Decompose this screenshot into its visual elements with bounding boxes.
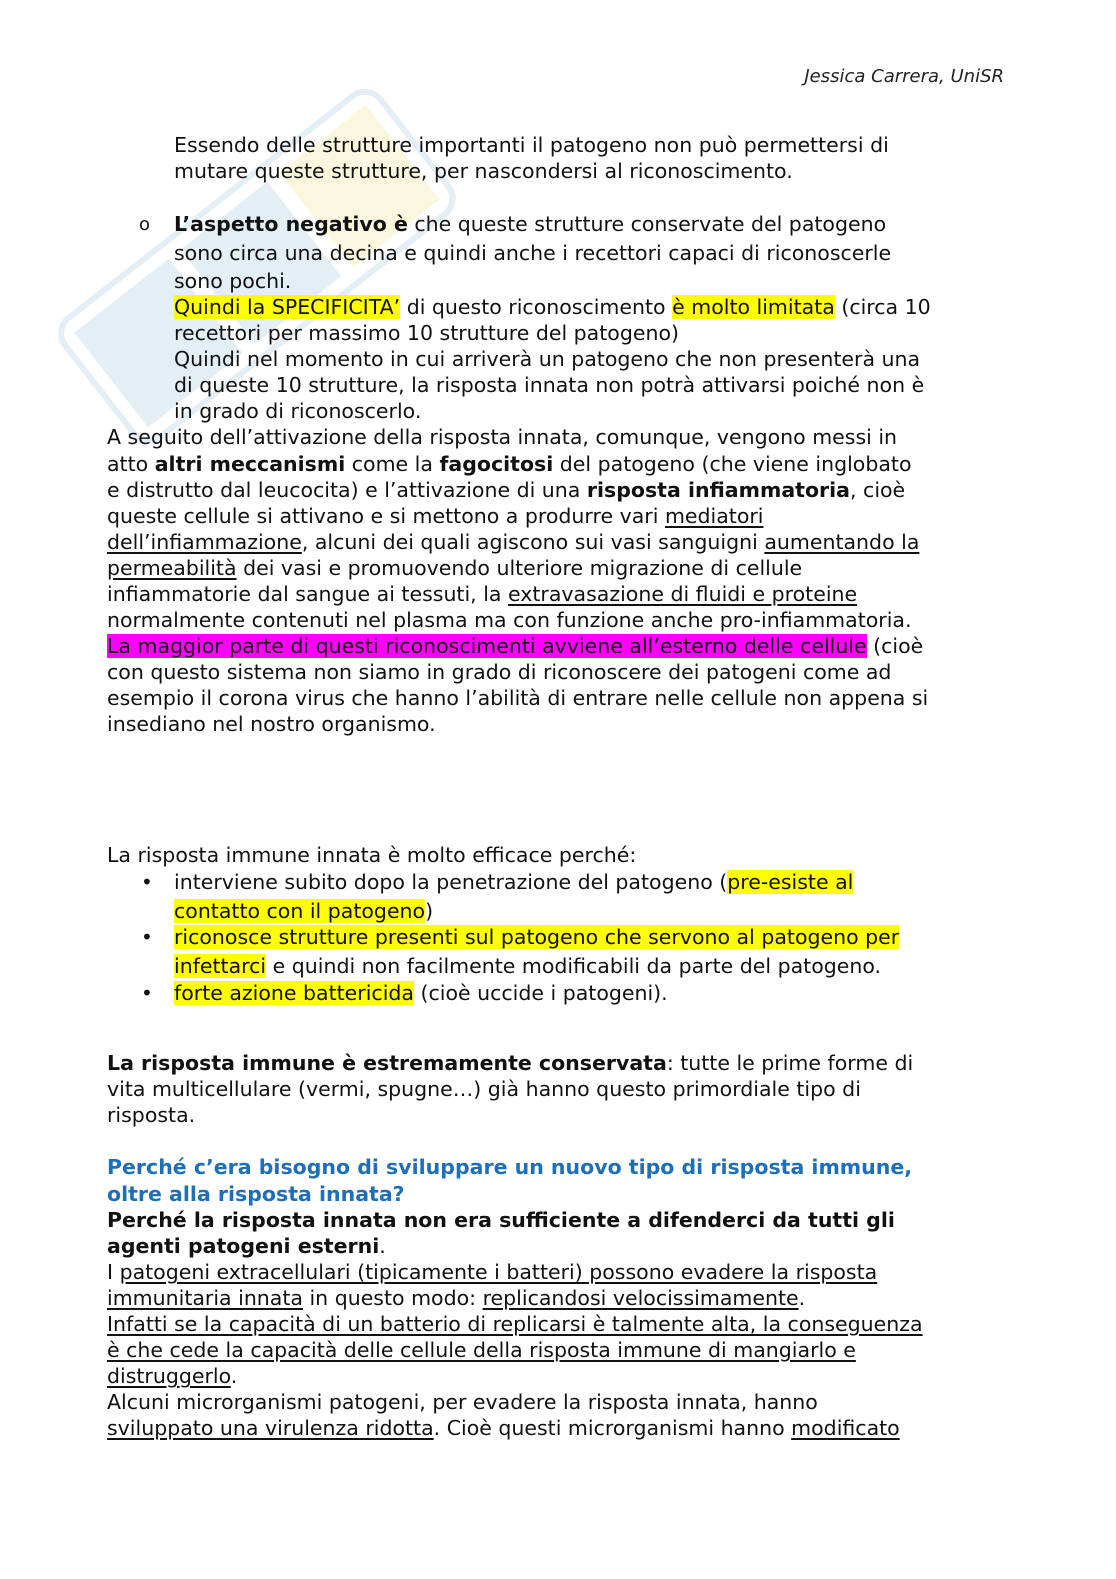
paragraph-line: sono pochi. — [174, 269, 292, 293]
bold-text: La risposta immune è estremamente conservata — [107, 1051, 667, 1075]
paragraph-line: mutare queste strutture, per nascondersi al riconoscimento. — [174, 159, 793, 183]
paragraph-line — [107, 633, 1012, 659]
list-item — [174, 924, 1012, 950]
paragraph-line — [107, 529, 1012, 555]
list-item — [174, 980, 1012, 1006]
highlight-magenta: La maggior parte di questi riconoscimenti avviene all’esterno delle cellule — [107, 634, 867, 658]
paragraph-line: Quindi nel momento in cui arriverà un patogeno che non presenterà una — [174, 347, 921, 371]
paragraph-line: Essendo delle strutture importanti il patogeno non può permettersi di — [174, 133, 889, 157]
text-run: in questo modo: — [302, 1286, 483, 1310]
paragraph-line: sono circa una decina e quindi anche i recettori capaci di riconoscerle — [174, 241, 892, 265]
paragraph-line — [107, 1259, 1012, 1285]
bold-text: L’aspetto negativo è — [174, 212, 408, 236]
text-run: come la — [345, 452, 440, 476]
text-run: ) — [425, 899, 434, 923]
question-heading: Perché c’era bisogno di sviluppare un nuovo tipo di risposta immune, — [107, 1155, 913, 1179]
highlight-yellow: è molto limitata — [672, 295, 835, 319]
text-run: , alcuni dei quali agiscono sui vasi sanguigni — [301, 530, 765, 554]
bold-text: altri meccanismi — [154, 452, 346, 476]
paragraph-line — [107, 451, 1012, 477]
paragraph-line — [107, 1285, 1012, 1311]
text-run: (cioè uccide i patogeni). — [413, 981, 668, 1005]
bold-text: Perché la risposta innata non era sufficiente a difenderci da tutti gli — [107, 1208, 895, 1232]
text-run: infiammatorie dal sangue ai tessuti, la — [107, 582, 508, 606]
underlined-text: extravasazione di fluidi e proteine — [507, 582, 858, 606]
text-run: I — [107, 1260, 120, 1284]
paragraph-line — [107, 1337, 1012, 1363]
bold-text: agenti patogeni esterni — [107, 1234, 380, 1258]
text-run: . — [379, 1234, 386, 1258]
paragraph-line — [107, 1050, 1012, 1076]
text-run: . — [798, 1286, 806, 1310]
text-run: che queste strutture conservate del patogeno — [407, 212, 887, 236]
paragraph-line — [107, 1415, 1012, 1441]
highlight-yellow: pre-esiste al — [727, 870, 854, 894]
text-run: interviene subito dopo la penetrazione del patogeno ( — [174, 870, 728, 894]
list-marker: o — [139, 214, 151, 235]
highlight-yellow: Quindi la SPECIFICITA’ — [174, 295, 401, 319]
list-item-continuation — [174, 898, 1012, 924]
paragraph-line: risposta. — [107, 1103, 196, 1127]
text-run: e distrutto dal leucocita) e l’attivazione di una — [107, 478, 587, 502]
paragraph-line — [107, 477, 1012, 503]
bullet-marker: • — [141, 981, 153, 1005]
paragraph-line — [107, 503, 1012, 529]
underlined-text: Infatti se la capacità di un batterio di replicarsi è talmente alta, la conseguenza — [107, 1312, 923, 1336]
underlined-text: modificato — [791, 1416, 900, 1440]
paragraph-line — [107, 581, 1012, 607]
underlined-text: dell’infiammazione — [107, 530, 302, 554]
paragraph-line: recettori per massimo 10 strutture del patogeno) — [174, 321, 679, 345]
highlight-yellow: riconosce strutture presenti sul patogeno che servono al patogeno per — [174, 925, 900, 949]
text-run: , cioè — [850, 478, 906, 502]
paragraph-line: in grado di riconoscerlo. — [174, 399, 422, 423]
text-run: atto — [107, 452, 155, 476]
underlined-text: sviluppato una virulenza ridotta — [107, 1416, 434, 1440]
bold-text: fagocitosi — [439, 452, 554, 476]
paragraph-line: Alcuni microrganismi patogeni, per evadere la risposta innata, hanno — [107, 1390, 818, 1414]
paragraph-line — [107, 555, 1012, 581]
paragraph-line: di queste 10 strutture, la risposta innata non potrà attivarsi poiché non è — [174, 373, 925, 397]
underlined-text: replicandosi velocissimamente — [482, 1286, 799, 1310]
paragraph-line: La risposta immune innata è molto efficace perché: — [107, 843, 637, 867]
paragraph-line: esempio il corona virus che hanno l’abilità di entrare nelle cellule non appena si — [107, 686, 929, 710]
paragraph-line: normalmente contenuti nel plasma ma con funzione anche pro-infiammatoria. — [107, 608, 912, 632]
highlight-yellow: contatto con il patogeno — [174, 899, 426, 923]
text-run: del patogeno (che viene inglobato — [553, 452, 912, 476]
paragraph-line — [107, 1233, 1012, 1259]
underlined-text: aumentando la — [764, 530, 920, 554]
list-item-continuation — [174, 953, 1012, 979]
underlined-text: è che cede la capacità delle cellule della risposta immune di mangiarlo e — [107, 1338, 856, 1362]
text-run: . — [230, 1364, 238, 1388]
question-heading: oltre alla risposta innata? — [107, 1182, 405, 1206]
text-run: e quindi non facilmente modificabili da parte del patogeno. — [266, 954, 882, 978]
bullet-marker: • — [141, 870, 153, 894]
author-header: Jessica Carrera, UniSR — [804, 66, 1004, 87]
paragraph-line — [107, 1207, 1012, 1233]
underlined-text: patogeni extracellulari (tipicamente i batteri) possono evadere la risposta — [119, 1260, 878, 1284]
text-run: dei vasi e promuovendo ulteriore migrazione di cellule — [236, 556, 803, 580]
text-run: queste cellule si attivano e si mettono a produrre vari — [107, 504, 665, 528]
paragraph-line: vita multicellulare (vermi, spugne…) già hanno questo primordiale tipo di — [107, 1077, 861, 1101]
text-run: : tutte le prime forme di — [666, 1051, 914, 1075]
underlined-text: immunitaria innata — [107, 1286, 303, 1310]
highlight-yellow: forte azione battericida — [174, 981, 414, 1005]
paragraph-line — [107, 1311, 1012, 1337]
paragraph-line — [107, 1363, 1012, 1389]
highlight-yellow: infettarci — [174, 954, 267, 978]
paragraph-line: con questo sistema non siamo in grado di riconoscere dei patogeni come ad — [107, 660, 892, 684]
text-run: (circa 10 — [834, 295, 931, 319]
text-run: . Cioè questi microrganismi hanno — [433, 1416, 792, 1440]
underlined-text: distruggerlo — [107, 1364, 231, 1388]
paragraph-line: insediano nel nostro organismo. — [107, 712, 436, 736]
bullet-marker: • — [141, 925, 153, 949]
paragraph-line: A seguito dell’attivazione della risposta innata, comunque, vengono messi in — [107, 425, 898, 449]
paragraph-line — [174, 211, 1012, 237]
bold-text: risposta infiammatoria — [586, 478, 851, 502]
text-run: (cioè — [866, 634, 924, 658]
underlined-text: permeabilità — [107, 556, 237, 580]
underlined-text: mediatori — [664, 504, 764, 528]
list-item — [174, 869, 1012, 895]
paragraph-line — [174, 294, 1012, 320]
text-run: di questo riconoscimento — [400, 295, 673, 319]
